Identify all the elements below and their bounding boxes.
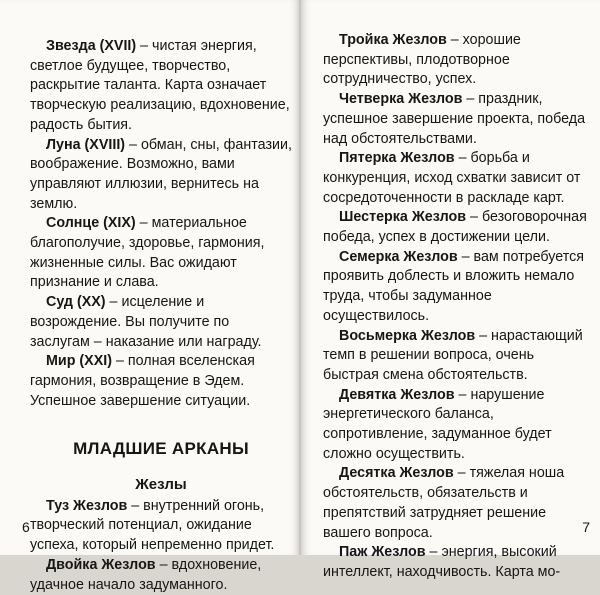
right-page (301, 0, 600, 580)
entry-term: Паж Жезлов (339, 544, 426, 561)
entry-term: Суд (XX) (46, 294, 106, 311)
entry-tuz-zhezlov (30, 497, 292, 556)
entry-vosmerka-zhezlov (323, 327, 593, 386)
entry-pyaterka-zhezlov (323, 149, 593, 208)
entry-term: Тройка Жезлов (339, 32, 447, 48)
entry-term: Мир (XXI) (46, 353, 112, 370)
entry-text: – хорошие перспективы, плодотворное сотрудничество, успех. (323, 32, 521, 88)
entry-term: Семерка Жезлов (339, 248, 458, 265)
entry-text: – вдохновение, удачное начало задуманного. (30, 556, 262, 593)
page-number-left: 6 (22, 519, 30, 535)
entry-term: Звезда (XVII) (46, 38, 137, 54)
entry-text: – вам потребуется проявить доблесть и вложить немало труда, чтобы задуманное осуществилось. (323, 248, 585, 324)
entry-term: Пятерка Жезлов (339, 150, 455, 167)
entry-term: Луна (XVIII) (46, 136, 126, 153)
entry-text: – борьба и конкуренция, исход схватки зависит от сосредоточенности в раскладе карт. (323, 150, 581, 206)
entry-text: – исцеление и возрождение. Вы получите по заслугам – наказание или награду. (30, 294, 262, 350)
entry-text: – тяжелая ноша обстоятельств, обязательств и препятствий затрудняет решение вашего вопроса. (323, 465, 565, 541)
entry-text: – нарушение энергетического баланса, сопротивление, задуманное будет сложно осуществить. (323, 386, 552, 462)
entry-text: – внутренний огонь, творческий потенциал, ожидание успеха, который непременно придет. (30, 497, 275, 554)
entry-devyatka-zhezlov (323, 386, 593, 465)
page-number-right: 7 (582, 519, 590, 535)
entry-zvezda (30, 37, 292, 136)
entry-troyka-zhezlov (323, 31, 593, 90)
entry-text: – материальное благополучие, здоровье, гармония, жизненные силы. Вас ожидают признание и слава. (30, 215, 265, 291)
entry-sud (30, 293, 292, 352)
entry-shesterka-zhezlov (323, 208, 593, 247)
entry-text: – чистая энергия, светлое будущее, творчество, раскрытие таланта. Карта означает творческую реализацию, вдохновение, радость бытия. (30, 38, 290, 133)
entry-dvoyka-zhezlov (30, 556, 292, 595)
entry-text: – праздник, успешное завершение проекта, победа над обстоятельствами. (323, 91, 586, 147)
left-page-content (30, 37, 292, 595)
sub-heading: Жезлы (135, 476, 187, 494)
left-page (0, 0, 300, 593)
entry-term: Солнце (XIX) (46, 215, 136, 232)
entry-term: Десятка Жезлов (339, 465, 454, 482)
entry-text: – полная вселенская гармония, возвращение в Эдем. Успешное завершение ситуации. (30, 353, 255, 409)
entry-term: Восьмерка Жезлов (339, 327, 476, 344)
entry-term: Туз Жезлов (46, 497, 128, 514)
entry-mir (30, 352, 292, 411)
entry-text: – обман, сны, фантазии, воображение. Возможно, вами управляют иллюзии, вернитесь на землю. (30, 136, 292, 212)
entry-desyatka-zhezlov (323, 464, 593, 543)
entry-term: Девятка Жезлов (339, 386, 455, 403)
entry-solntse (30, 214, 292, 293)
entry-term: Шестерка Жезлов (339, 209, 467, 226)
entry-luna (30, 136, 292, 215)
section-heading: МЛАДШИЕ АРКАНЫ (73, 439, 249, 459)
entry-text: – безоговорочная победа, успех в достижении цели. (323, 209, 587, 246)
entry-term: Двойка Жезлов (46, 556, 156, 573)
entry-term: Четверка Жезлов (339, 91, 463, 108)
entry-text: – нарастающий темп в решении вопроса, очень быстрая смена обстоятельств. (323, 327, 583, 383)
entry-semerka-zhezlov (323, 248, 593, 327)
entry-pazh-zhezlov (323, 543, 593, 582)
right-page-content (323, 31, 593, 583)
entry-chetverka-zhezlov (323, 90, 593, 149)
entry-text: – энергия, высокий интеллект, находчивость. Карта мо- (323, 544, 561, 580)
